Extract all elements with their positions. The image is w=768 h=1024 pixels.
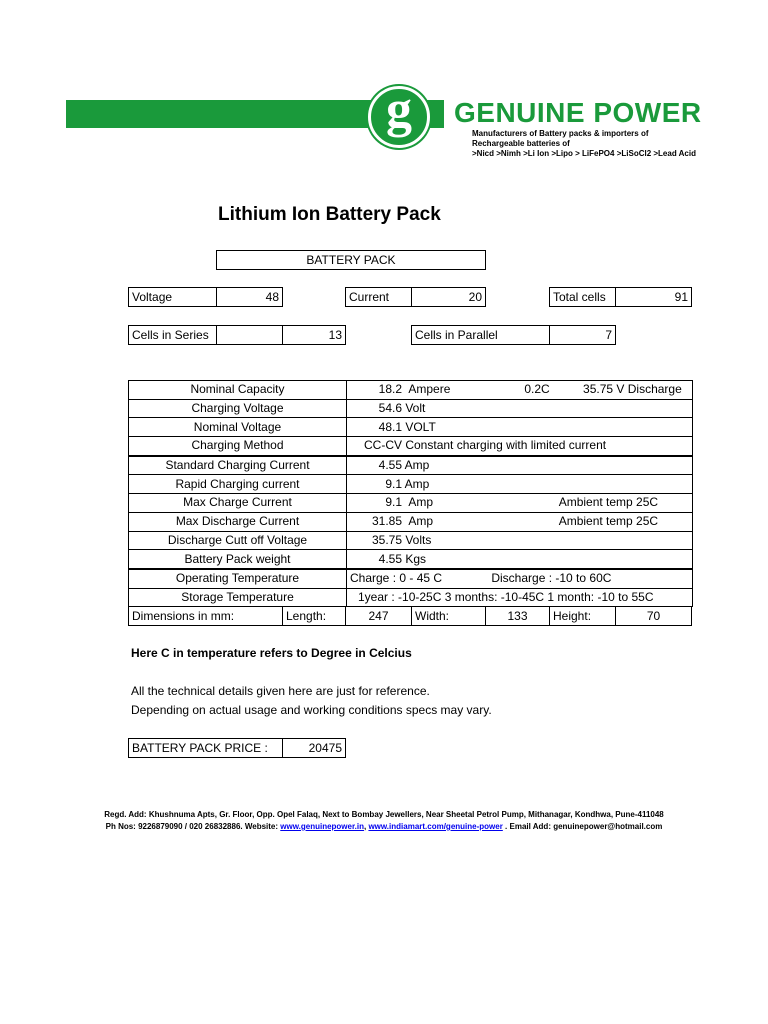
table-row bbox=[129, 456, 693, 475]
spec-name: Standard Charging Current bbox=[129, 456, 347, 475]
current-value: 20 bbox=[411, 287, 486, 307]
spec-name: Battery Pack weight bbox=[129, 550, 347, 569]
spec-value bbox=[347, 399, 693, 418]
total-cells-value: 91 bbox=[615, 287, 692, 307]
spec-unit: Amp bbox=[404, 476, 430, 491]
specs-table bbox=[128, 380, 693, 607]
spec-number: 35.75 bbox=[371, 532, 402, 547]
spec-value bbox=[347, 437, 693, 456]
table-row bbox=[129, 437, 693, 456]
spec-value bbox=[347, 531, 693, 550]
voltage-label: Voltage bbox=[128, 287, 217, 307]
spec-value bbox=[347, 381, 693, 400]
cells-series-label: Cells in Series bbox=[128, 325, 217, 345]
table-row bbox=[129, 475, 693, 494]
reference-note: All the technical details given here are just for reference. bbox=[131, 684, 430, 698]
spec-number: 31.85 bbox=[371, 514, 402, 529]
spec-unit: Volt bbox=[405, 401, 426, 416]
spec-unit: Kgs bbox=[405, 551, 427, 566]
spec-number: 9.1 bbox=[385, 495, 402, 510]
spec-name: Operating Temperature bbox=[129, 569, 347, 588]
table-row bbox=[129, 550, 693, 569]
cells-series-value: 13 bbox=[282, 325, 346, 345]
spec-number: 54.6 bbox=[378, 401, 402, 416]
tagline-line: >Nicd >Nimh >Li Ion >Lipo > LiFePO4 >LiSoCl2 >Lead Acid bbox=[472, 149, 696, 158]
spec-name: Max Discharge Current bbox=[129, 512, 347, 531]
spec-discharge: 35.75 V Discharge bbox=[583, 382, 682, 397]
price-label: BATTERY PACK PRICE : bbox=[128, 738, 283, 758]
spec-value bbox=[347, 512, 693, 531]
tagline-line: Manufacturers of Battery packs & importers of bbox=[472, 129, 649, 138]
spec-unit: Volts bbox=[405, 532, 432, 547]
document-title: Lithium Ion Battery Pack bbox=[218, 204, 441, 225]
spec-unit: Amp bbox=[404, 458, 430, 473]
width-value: 133 bbox=[485, 606, 550, 626]
spec-value bbox=[347, 588, 693, 607]
spec-number: CC-CV bbox=[364, 438, 402, 453]
cells-series-spacer bbox=[216, 325, 283, 345]
spec-value bbox=[347, 475, 693, 494]
spec-name: Rapid Charging current bbox=[129, 475, 347, 494]
footer-separator: , bbox=[363, 822, 369, 831]
width-label: Width: bbox=[411, 606, 486, 626]
tagline-line: Rechargeable batteries of bbox=[472, 139, 570, 148]
table-row bbox=[129, 588, 693, 607]
spec-name: Storage Temperature bbox=[129, 588, 347, 607]
spec-number: 4.55 bbox=[378, 551, 402, 566]
spec-number: 18.2 bbox=[378, 382, 402, 397]
spec-name: Charging Method bbox=[129, 437, 347, 456]
spec-value bbox=[347, 569, 693, 588]
spec-unit: Ampere bbox=[408, 382, 451, 397]
length-label: Length: bbox=[282, 606, 346, 626]
table-row bbox=[129, 531, 693, 550]
website-link[interactable]: www.genuinepower.in bbox=[280, 822, 364, 831]
current-label: Current bbox=[345, 287, 412, 307]
cells-parallel-label: Cells in Parallel bbox=[411, 325, 550, 345]
spec-name: Nominal Voltage bbox=[129, 418, 347, 437]
spec-unit: Amp bbox=[408, 495, 434, 510]
spec-unit: Constant charging with limited current bbox=[405, 438, 607, 453]
table-row bbox=[129, 381, 693, 400]
spec-unit: VOLT bbox=[405, 419, 436, 434]
company-tagline bbox=[472, 129, 696, 159]
spec-name: Nominal Capacity bbox=[129, 381, 347, 400]
spec-name: Max Charge Current bbox=[129, 494, 347, 513]
spec-storage-temp: 1year : -10-25C 3 months: -10-45C 1 month: -10 to 55C bbox=[358, 589, 654, 604]
spec-name: Charging Voltage bbox=[129, 399, 347, 418]
spec-number: 48.1 bbox=[378, 419, 402, 434]
spec-rate: 0.2C bbox=[524, 382, 550, 397]
spec-value bbox=[347, 418, 693, 437]
footer-phone: Ph Nos: 9226879090 / 020 26832886. Website: bbox=[105, 822, 281, 831]
table-row bbox=[129, 494, 693, 513]
spec-ambient: Ambient temp 25C bbox=[558, 514, 659, 529]
spec-name: Discharge Cutt off Voltage bbox=[129, 531, 347, 550]
length-value: 247 bbox=[345, 606, 412, 626]
total-cells-label: Total cells bbox=[549, 287, 616, 307]
voltage-value: 48 bbox=[216, 287, 283, 307]
spec-number: 4.55 bbox=[378, 458, 402, 473]
spec-value bbox=[347, 456, 693, 475]
price-value: 20475 bbox=[282, 738, 346, 758]
spec-value bbox=[347, 494, 693, 513]
footer-address: Regd. Add: Khushnuma Apts, Gr. Floor, Opp. Opel Falaq, Next to Bombay Jewellers, Near Sheetal Petrol Pump, Mithanagar, Kondhwa, Pune-411048 bbox=[104, 810, 664, 819]
height-label: Height: bbox=[549, 606, 616, 626]
celcius-note: Here C in temperature refers to Degree in Celcius bbox=[131, 646, 412, 660]
footer bbox=[0, 809, 768, 833]
battery-pack-header: BATTERY PACK bbox=[216, 250, 486, 270]
dimensions-label: Dimensions in mm: bbox=[128, 606, 283, 626]
logo-letter: g bbox=[386, 81, 412, 138]
spec-discharge-temp: Discharge : -10 to 60C bbox=[491, 571, 612, 586]
table-row bbox=[129, 418, 693, 437]
footer-email: . Email Add: genuinepower@hotmail.com bbox=[502, 822, 663, 831]
spec-ambient: Ambient temp 25C bbox=[558, 495, 659, 510]
spec-value bbox=[347, 550, 693, 569]
height-value: 70 bbox=[615, 606, 692, 626]
table-row bbox=[129, 569, 693, 588]
company-name: GENUINE POWER bbox=[444, 95, 712, 131]
table-row bbox=[129, 512, 693, 531]
spec-number: 9.1 bbox=[385, 476, 402, 491]
spec-unit: Amp bbox=[408, 514, 434, 529]
spec-charge-temp: Charge : 0 - 45 C bbox=[350, 571, 443, 586]
indiamart-link[interactable]: www.indiamart.com/genuine-power bbox=[368, 822, 503, 831]
cells-parallel-value: 7 bbox=[549, 325, 616, 345]
usage-note: Depending on actual usage and working conditions specs may vary. bbox=[131, 703, 492, 717]
table-row bbox=[129, 399, 693, 418]
footer-contact bbox=[0, 821, 768, 833]
